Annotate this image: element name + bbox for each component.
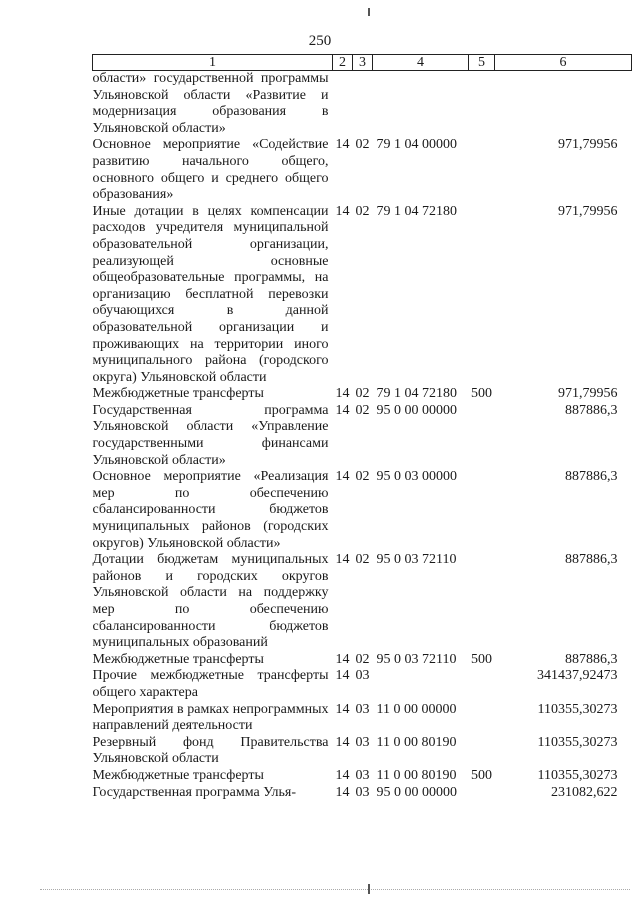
row-section-cell: 14 <box>335 784 350 800</box>
row-name-cell: Государственная программа Ульяновской области «Управление государственными финансами Ульяновской области» <box>92 402 329 468</box>
row-amount-cell: 971,79956 <box>558 203 618 219</box>
row-subsection-cell: 02 <box>355 203 370 219</box>
row-target-article-cell: 11 0 00 00000 <box>376 701 457 717</box>
column-header: 3 <box>353 55 373 71</box>
row-expense-type-cell <box>469 668 495 701</box>
row-section-cell: 14 <box>335 767 350 783</box>
table-row <box>93 469 632 552</box>
row-amount-cell: 887886,3 <box>565 402 618 418</box>
column-header: 5 <box>469 55 495 71</box>
table-header-row <box>93 55 632 71</box>
row-target-article-cell: 95 0 03 00000 <box>376 469 457 485</box>
page-bottom-edge <box>40 889 630 890</box>
row-target-article-cell: 79 1 04 00000 <box>376 137 457 153</box>
row-section-cell: 14 <box>335 469 350 485</box>
row-amount-cell: 110355,30273 <box>537 767 618 783</box>
table-row <box>93 204 632 387</box>
table-row <box>93 403 632 469</box>
table-row <box>93 702 632 735</box>
table-row <box>93 785 632 802</box>
table-row <box>93 652 632 669</box>
row-name-cell: Основное мероприятие «Реализация мер по обеспечению сбалансированности бюджетов муниципальных районов (городских округов) Ульяновской области» <box>92 469 329 551</box>
row-amount-cell: 110355,30273 <box>537 701 618 717</box>
row-expense-type-cell <box>469 71 495 138</box>
row-name-cell: Государственная программа Улья- <box>92 784 296 800</box>
row-expense-type-cell <box>469 403 495 469</box>
row-name-cell: Межбюджетные трансферты <box>92 386 264 402</box>
table-row <box>93 71 632 138</box>
row-expense-type-cell <box>469 137 495 203</box>
row-section-cell: 14 <box>335 701 350 717</box>
row-expense-type-cell <box>469 785 495 802</box>
column-header: 4 <box>373 55 469 71</box>
row-expense-type-cell <box>469 204 495 387</box>
row-subsection-cell: 02 <box>355 651 370 667</box>
scan-mark <box>368 884 370 894</box>
column-header: 2 <box>333 55 353 71</box>
row-section-cell: 14 <box>335 552 350 568</box>
row-section-cell: 14 <box>335 386 350 402</box>
column-header: 6 <box>495 55 632 71</box>
row-name-cell: области» государственной программы Ульяновской области «Развитие и модернизация образования в Ульяновской области» <box>92 71 329 136</box>
table-body <box>93 71 632 802</box>
row-section-cell: 14 <box>335 651 350 667</box>
row-section-cell: 14 <box>335 734 350 750</box>
row-section-cell: 14 <box>335 203 350 219</box>
row-amount-cell: 887886,3 <box>565 552 618 568</box>
page-number: 250 <box>308 33 332 49</box>
row-amount-cell: 110355,30273 <box>537 734 618 750</box>
row-amount-cell: 887886,3 <box>565 651 618 667</box>
row-expense-type-cell: 500 <box>471 651 492 667</box>
row-amount-cell: 887886,3 <box>565 469 618 485</box>
table-row <box>93 768 632 785</box>
table-row <box>93 386 632 403</box>
row-section-cell: 14 <box>335 402 350 418</box>
table-row <box>93 735 632 768</box>
table-row <box>93 137 632 203</box>
row-subsection-cell: 02 <box>355 552 370 568</box>
scan-mark <box>368 8 370 16</box>
row-target-article-cell: 79 1 04 72180 <box>376 203 457 219</box>
column-header: 1 <box>93 55 333 71</box>
row-target-article-cell: 95 0 00 00000 <box>376 402 457 418</box>
row-expense-type-cell: 500 <box>471 767 492 783</box>
row-subsection-cell: 03 <box>355 701 370 717</box>
row-target-article-cell: 79 1 04 72180 <box>376 386 457 402</box>
table-row <box>93 668 632 701</box>
row-target-article-cell: 11 0 00 80190 <box>376 734 457 750</box>
row-expense-type-cell <box>469 702 495 735</box>
row-subsection-cell: 03 <box>355 668 370 684</box>
row-name-cell: Прочие межбюджетные трансферты общего характера <box>92 668 329 700</box>
row-name-cell: Резервный фонд Правительства Ульяновской области <box>92 734 329 767</box>
row-section-cell: 14 <box>335 137 350 153</box>
row-name-cell: Основное мероприятие «Содействие развитию начального общего, основного общего и среднего общего образования» <box>92 137 329 203</box>
row-amount-cell: 341437,92473 <box>537 668 618 684</box>
row-expense-type-cell <box>469 735 495 768</box>
row-target-article-cell <box>373 71 469 138</box>
row-name-cell: Иные дотации в целях компенсации расходов учредителя муниципальной образовательной организации, реализующей основные общеобразовательные программы, на организацию бесплатной перевозки обучающихся в данной образовательной организации и проживающих на территории иного муниципального района (городского округа) Ульяновской области <box>92 203 329 385</box>
row-target-article-cell: 95 0 00 00000 <box>376 784 457 800</box>
row-expense-type-cell <box>469 552 495 652</box>
row-subsection-cell: 03 <box>355 767 370 783</box>
row-subsection-cell: 02 <box>355 137 370 153</box>
row-subsection-cell: 02 <box>355 469 370 485</box>
row-amount-cell: 231082,622 <box>551 784 618 800</box>
row-subsection-cell: 03 <box>355 784 370 800</box>
row-section-cell <box>333 71 353 138</box>
row-amount-cell: 971,79956 <box>558 386 618 402</box>
row-amount-cell <box>495 71 632 138</box>
row-subsection-cell: 02 <box>355 402 370 418</box>
row-target-article-cell <box>373 668 469 701</box>
table-row <box>93 552 632 652</box>
row-name-cell: Межбюджетные трансферты <box>92 651 264 667</box>
row-subsection-cell: 03 <box>355 734 370 750</box>
row-subsection-cell <box>353 71 373 138</box>
row-subsection-cell: 02 <box>355 386 370 402</box>
row-expense-type-cell: 500 <box>471 386 492 402</box>
budget-table <box>92 54 632 801</box>
row-target-article-cell: 95 0 03 72110 <box>376 651 457 667</box>
row-target-article-cell: 95 0 03 72110 <box>376 552 457 568</box>
row-name-cell: Мероприятия в рамках непрограммных направлений деятельности <box>92 701 329 734</box>
row-section-cell: 14 <box>335 668 350 684</box>
row-expense-type-cell <box>469 469 495 552</box>
row-target-article-cell: 11 0 00 80190 <box>376 767 457 783</box>
row-name-cell: Дотации бюджетам муниципальных районов и городских округов Ульяновской области на поддержку мер по обеспечению сбалансированности бюджетов муниципальных образований <box>92 552 329 651</box>
row-amount-cell: 971,79956 <box>558 137 618 153</box>
row-name-cell: Межбюджетные трансферты <box>92 767 264 783</box>
